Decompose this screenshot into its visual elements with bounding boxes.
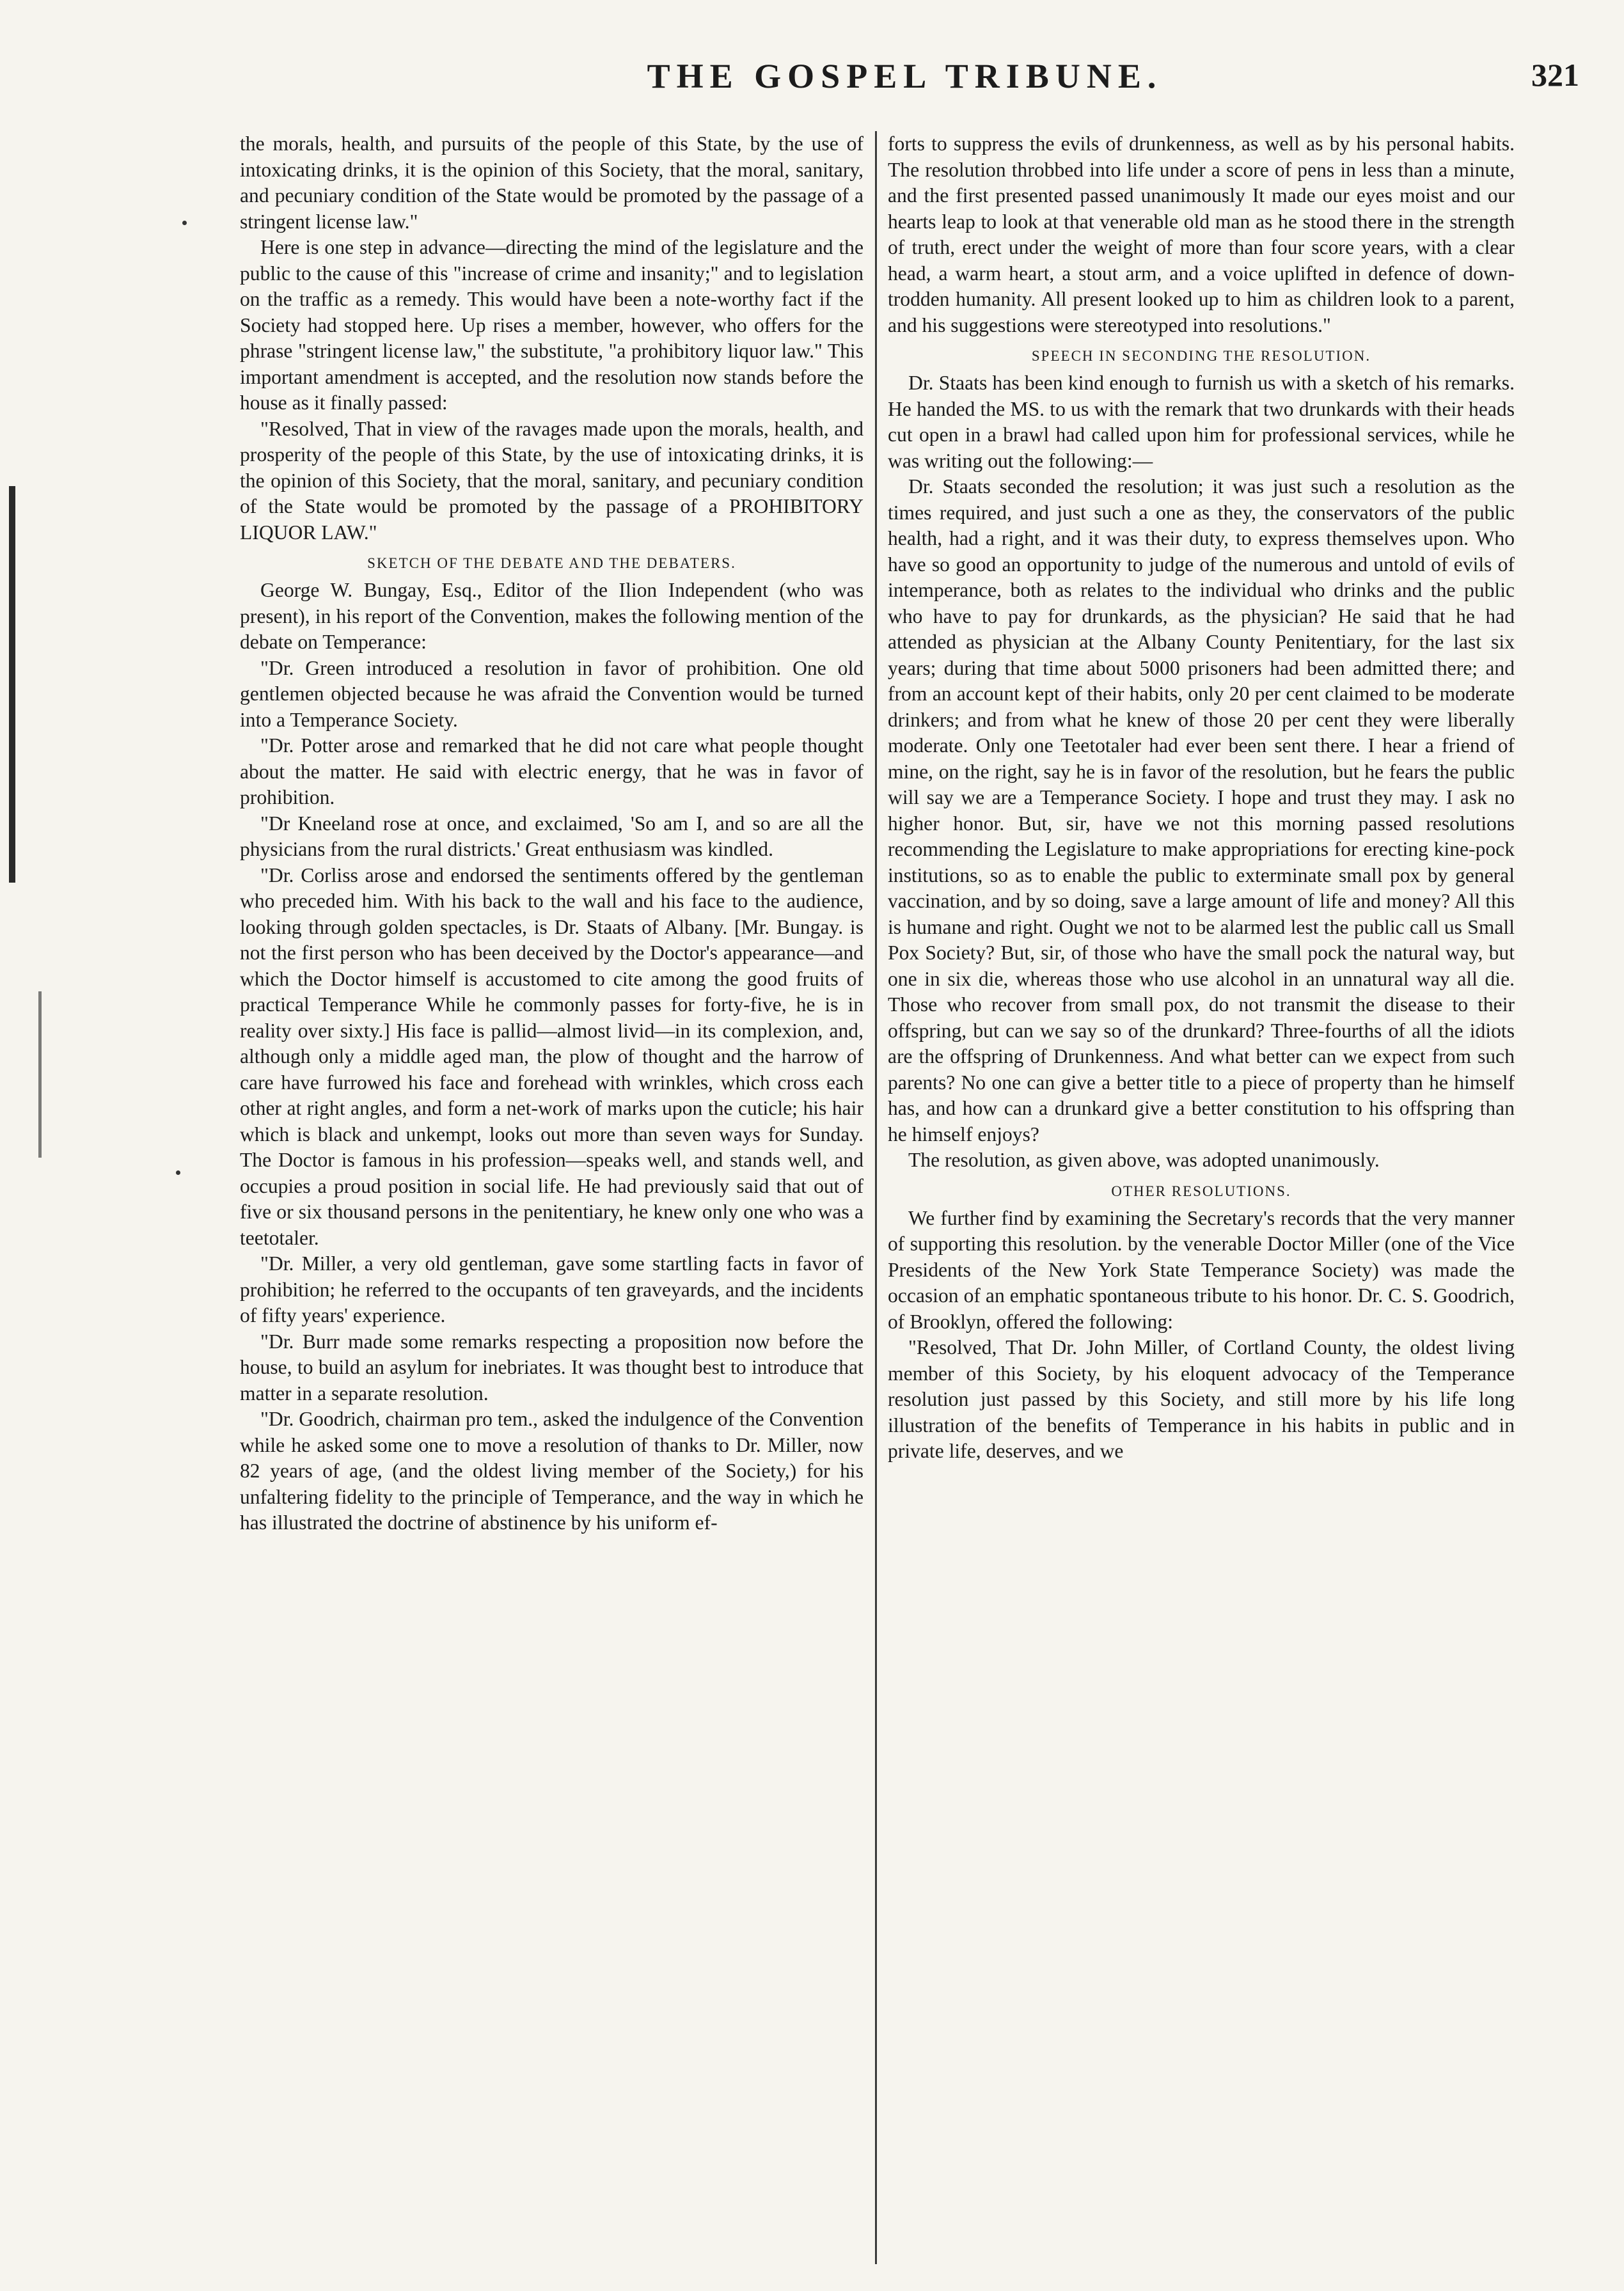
paragraph: Here is one step in advance—directing the mind of the legislature and the public to the cause of this "increase of crime and insanity;" and to legislation on the traffic as a remedy. This would have been a note-worthy fact if the Society had stopped here. Up rises a member, however, who offers for the phrase "stringent license law," the substitute, "a prohibitory liquor law." This important amendment is accepted, and the resolution now stands before the house as it finally passed: xyxy=(240,236,863,414)
paragraph: "Dr. Goodrich, chairman pro tem., asked the indulgence of the Convention while he asked some one to move a resolution of thanks to Dr. Miller, now 82 years of age, (and the oldest living member of the Society,) for his unfaltering fidelity to the principle of Temperance, and the way in which he has illustrated the doctrine of abstinence by his uniform ef- xyxy=(240,1408,863,1534)
paragraph: "Dr. Burr made some remarks respecting a proposition now before the house, to build an asylum for inebriates. It was thought best to introduce that matter in a separate resolution. xyxy=(240,1330,863,1405)
column-rule xyxy=(875,131,877,2264)
section-heading: SKETCH OF THE DEBATE AND THE DEBATERS. xyxy=(367,555,736,571)
right-column xyxy=(888,131,1515,2267)
paragraph: Dr. Staats has been kind enough to furnish us with a sketch of his remarks. He handed the MS. to us with the remark that two drunkards with their heads cut open in a brawl had called upon him for professional services, while he was writing out the following:— xyxy=(888,372,1515,472)
page-number: 321 xyxy=(1531,57,1579,93)
resolution-quote: "Resolved, That in view of the ravages made upon the morals, health, and prosperity of the people of this State, by the use of intoxicating drinks, it is the opinion of this Society, that the moral, sanitary, and pecuniary condition of the State would be promoted by the passage of a PROHIBITORY LIQUOR LAW." xyxy=(240,417,863,544)
paragraph: the morals, health, and pursuits of the people of this State, by the use of intoxicating drinks, it is the opinion of this Society, that the moral, sanitary, and pecuniary condition of the State would be promoted by the passage of a stringent license law." xyxy=(240,132,863,233)
journal-title: THE GOSPEL TRIBUNE. xyxy=(647,57,1163,95)
paragraph: George W. Bungay, Esq., Editor of the Ilion Independent (who was present), in his report of the Convention, makes the following mention of the debate on Temperance: xyxy=(240,579,863,653)
section-heading: SPEECH IN SECONDING THE RESOLUTION. xyxy=(1031,348,1371,364)
left-column xyxy=(240,131,863,2267)
paragraph: "Dr. Corliss arose and endorsed the sentiments offered by the gentleman who preceded him. With his back to the wall and his face to the audience, looking through golden spectacles, is Dr. Staats of Albany. [Mr. Bungay. is not the first person who has been deceived by the Doctor's appearance—and which the Doctor himself is accustomed to cite among the good fruits of practical Temperance While he commonly passes for forty-five, he is in reality over sixty.] His face is pallid—almost livid—in its complexion, and, although only a middle aged man, the plow of thought and the harrow of care have furrowed his face and forehead with wrinkles, which cross each other at right angles, and form a net-work of marks upon the cuticle; his hair which is black and unkempt, looks out more than seven ways for Sunday. The Doctor is famous in his profession—speaks well, and stands well, and occupies a proud position in social life. He had previously said that out of five or six thousand persons in the penitentiary, he knew only one who was a teetotaler. xyxy=(240,863,863,1249)
paragraph: We further find by examining the Secretary's records that the very manner of supporting this resolution. by the venerable Doctor Miller (one of the Vice Presidents of the New York State Temperance Society) was made the occasion of an emphatic spontaneous tribute to his honor. Dr. C. S. Goodrich, of Brooklyn, offered the following: xyxy=(888,1206,1515,1333)
paragraph: "Dr. Potter arose and remarked that he did not care what people thought about the matter. He said with electric energy, that he was in favor of prohibition. xyxy=(240,734,863,808)
margin-scan-mark xyxy=(38,991,42,1158)
paragraph: forts to suppress the evils of drunkenness, as well as by his personal habits. The resolution throbbed into life under a score of pens in less than a minute, and the first presented passed unanimously It made our eyes moist and our hearts leap to look at that venerable old man as he stood there in the strength of truth, erect under the weight of more than four score years, with a clear head, a warm heart, a stout arm, and a voice uplifted in defence of down-trodden humanity. All present looked up to him as children look to a parent, and his suggestions were stereotyped into resolutions." xyxy=(888,132,1515,336)
section-heading: OTHER RESOLUTIONS. xyxy=(1111,1183,1291,1199)
resolution-quote: "Resolved, That Dr. John Miller, of Cortland County, the oldest living member of this Society, by his eloquent advocacy of the Temperance resolution just passed by this Society, and still more by his life long illustration of the benefits of Temperance in his habits in public and in private life, deserves, and we xyxy=(888,1336,1515,1462)
paragraph: "Dr Kneeland rose at once, and exclaimed, 'So am I, and so are all the physicians from the rural districts.' Great enthusiasm was kindled. xyxy=(240,812,863,860)
paragraph: "Dr. Green introduced a resolution in favor of prohibition. One old gentlemen objected because he was afraid the Convention would be turned into a Temperance Society. xyxy=(240,656,863,731)
margin-dot xyxy=(182,221,187,225)
paragraph: The resolution, as given above, was adopted unanimously. xyxy=(908,1149,1380,1171)
margin-scan-mark xyxy=(9,486,15,883)
margin-dot xyxy=(176,1170,180,1175)
paragraph: "Dr. Miller, a very old gentleman, gave some startling facts in favor of prohibition; he referred to the occupants of ten graveyards, and the incidents of fifty years' experience. xyxy=(240,1252,863,1327)
running-head xyxy=(230,56,1579,102)
paragraph: Dr. Staats seconded the resolution; it was just such a resolution as the times required, and just such a one as they, the conservators of the public health, had a right, and it was their duty, to express themselves upon. Who have so good an opportunity to judge of the numerous and untold of evils of intemperance, both as relates to the individual who drinks and the public who have to pay for drunkards, as the physician? He said that he had attended as physician at the Albany County Penitentiary, for the last six years; during that time about 5000 prisoners had been admitted there; and from an account kept of their habits, only 20 per cent claimed to be moderate drinkers; and from what he knew of those 20 per cent they were liberally moderate. Only one Teetotaler had ever been sent there. I hear a friend of mine, on the right, say he is in favor of the resolution, but he fears the public will say we are a Temperance Society. I hope and trust they may. I ask no higher honor. But, sir, have we not this morning passed resolutions recommending the Legislature to make appropriations for erecting kine-pock institutions, so as to enable the public to exterminate small pox by general vaccination, and by so doing, save a large amount of life and money? All this is humane and right. Ought we not to be alarmed lest the public call us Small Pox Society? But, sir, of those who have the small pock the natural way, but one in six die, whereas those who use alcohol in an unnatural way all die. Those who recover from small pox, do not transmit the disease to their offspring, but can we say so of the drunkard? Three-fourths of all the idiots are the offspring of Drunkenness. And what better can we expect from such parents? No one can give a better title to a piece of property than he himself has, and how can a drunkard give a better constitution to his offspring than he himself enjoys? xyxy=(888,475,1515,1146)
